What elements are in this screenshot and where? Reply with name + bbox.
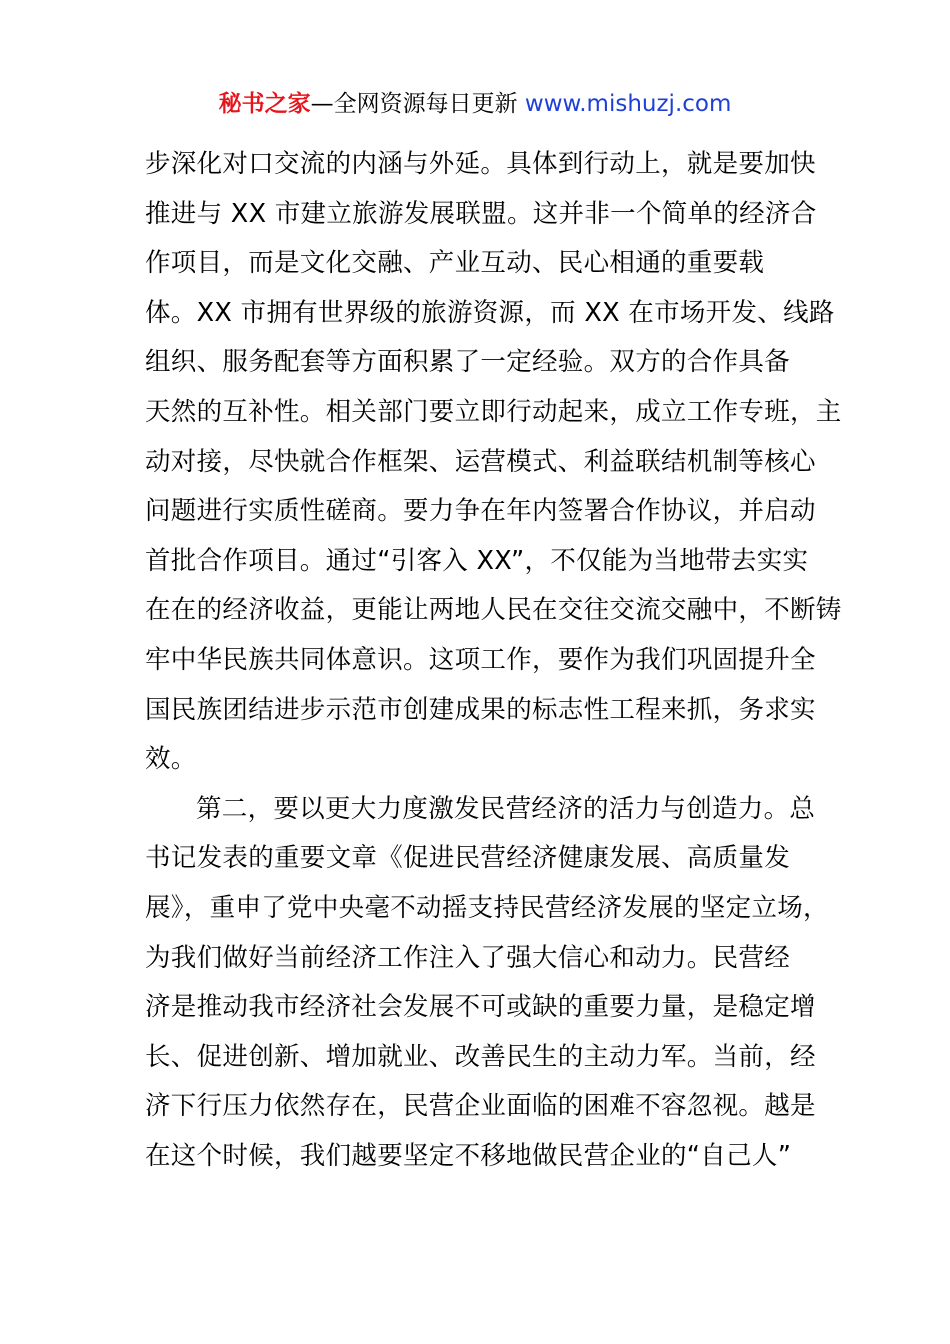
text-line: 作项目，而是文化交融、产业互动、民心相通的重要载	[145, 248, 765, 279]
text-line: 组织、服务配套等方面积累了一定经验。双方的合作具备	[145, 347, 791, 378]
text-line: 牢中华民族共同体意识。这项工作，要作为我们巩固提升全	[145, 644, 816, 675]
text-line: 济是推动我市经济社会发展不可或缺的重要力量，是稳定增	[145, 992, 816, 1023]
text-line: 第二，要以更大力度激发民营经济的活力与创造力。总	[196, 793, 816, 824]
text-line: 国民族团结进步示范市创建成果的标志性工程来抓，务求实	[145, 694, 816, 725]
text-line: 展》，重申了党中央毫不动摇支持民营经济发展的坚定立场，	[145, 892, 829, 923]
text-line: 长、促进创新、增加就业、改善民生的主动力军。当前，经	[145, 1041, 816, 1072]
text-line: 天然的互补性。相关部门要立即行动起来，成立工作专班，主	[145, 396, 842, 427]
text-line: 书记发表的重要文章《促进民营经济健康发展、高质量发	[145, 843, 791, 874]
header-tagline: —全网资源每日更新	[310, 91, 525, 117]
text-line: 推进与 XX 市建立旅游发展联盟。这并非一个简单的经济合	[145, 198, 817, 229]
text-line: 在在的经济收益，更能让两地人民在交往交流交融中，不断铸	[145, 595, 842, 626]
text-line: 效。	[145, 744, 197, 775]
text-line: 在这个时候，我们越要坚定不移地做民营企业的“自己人”	[145, 1140, 792, 1171]
brand-name: 秘书之家	[218, 91, 311, 117]
text-line: 动对接，尽快就合作框架、运营模式、利益联结机制等核心	[145, 446, 816, 477]
paragraph-2	[145, 785, 829, 1182]
text-line: 首批合作项目。通过“引客入 XX”，不仅能为当地带去实实	[145, 545, 809, 576]
paragraph-1	[145, 140, 842, 785]
text-line: 问题进行实质性磋商。要力争在年内签署合作协议，并启动	[145, 496, 816, 527]
text-line: 为我们做好当前经济工作注入了强大信心和动力。民营经	[145, 942, 791, 973]
page-header	[0, 88, 950, 120]
text-line: 步深化对口交流的内涵与外延。具体到行动上，就是要加快	[145, 149, 816, 179]
text-line: 济下行压力依然存在，民营企业面临的困难不容忽视。越是	[145, 1091, 816, 1122]
text-line: 体。XX 市拥有世界级的旅游资源，而 XX 在市场开发、线路	[145, 297, 835, 328]
document-body	[145, 140, 842, 1181]
site-url-link[interactable]: www.mishuzj.com	[524, 91, 732, 117]
